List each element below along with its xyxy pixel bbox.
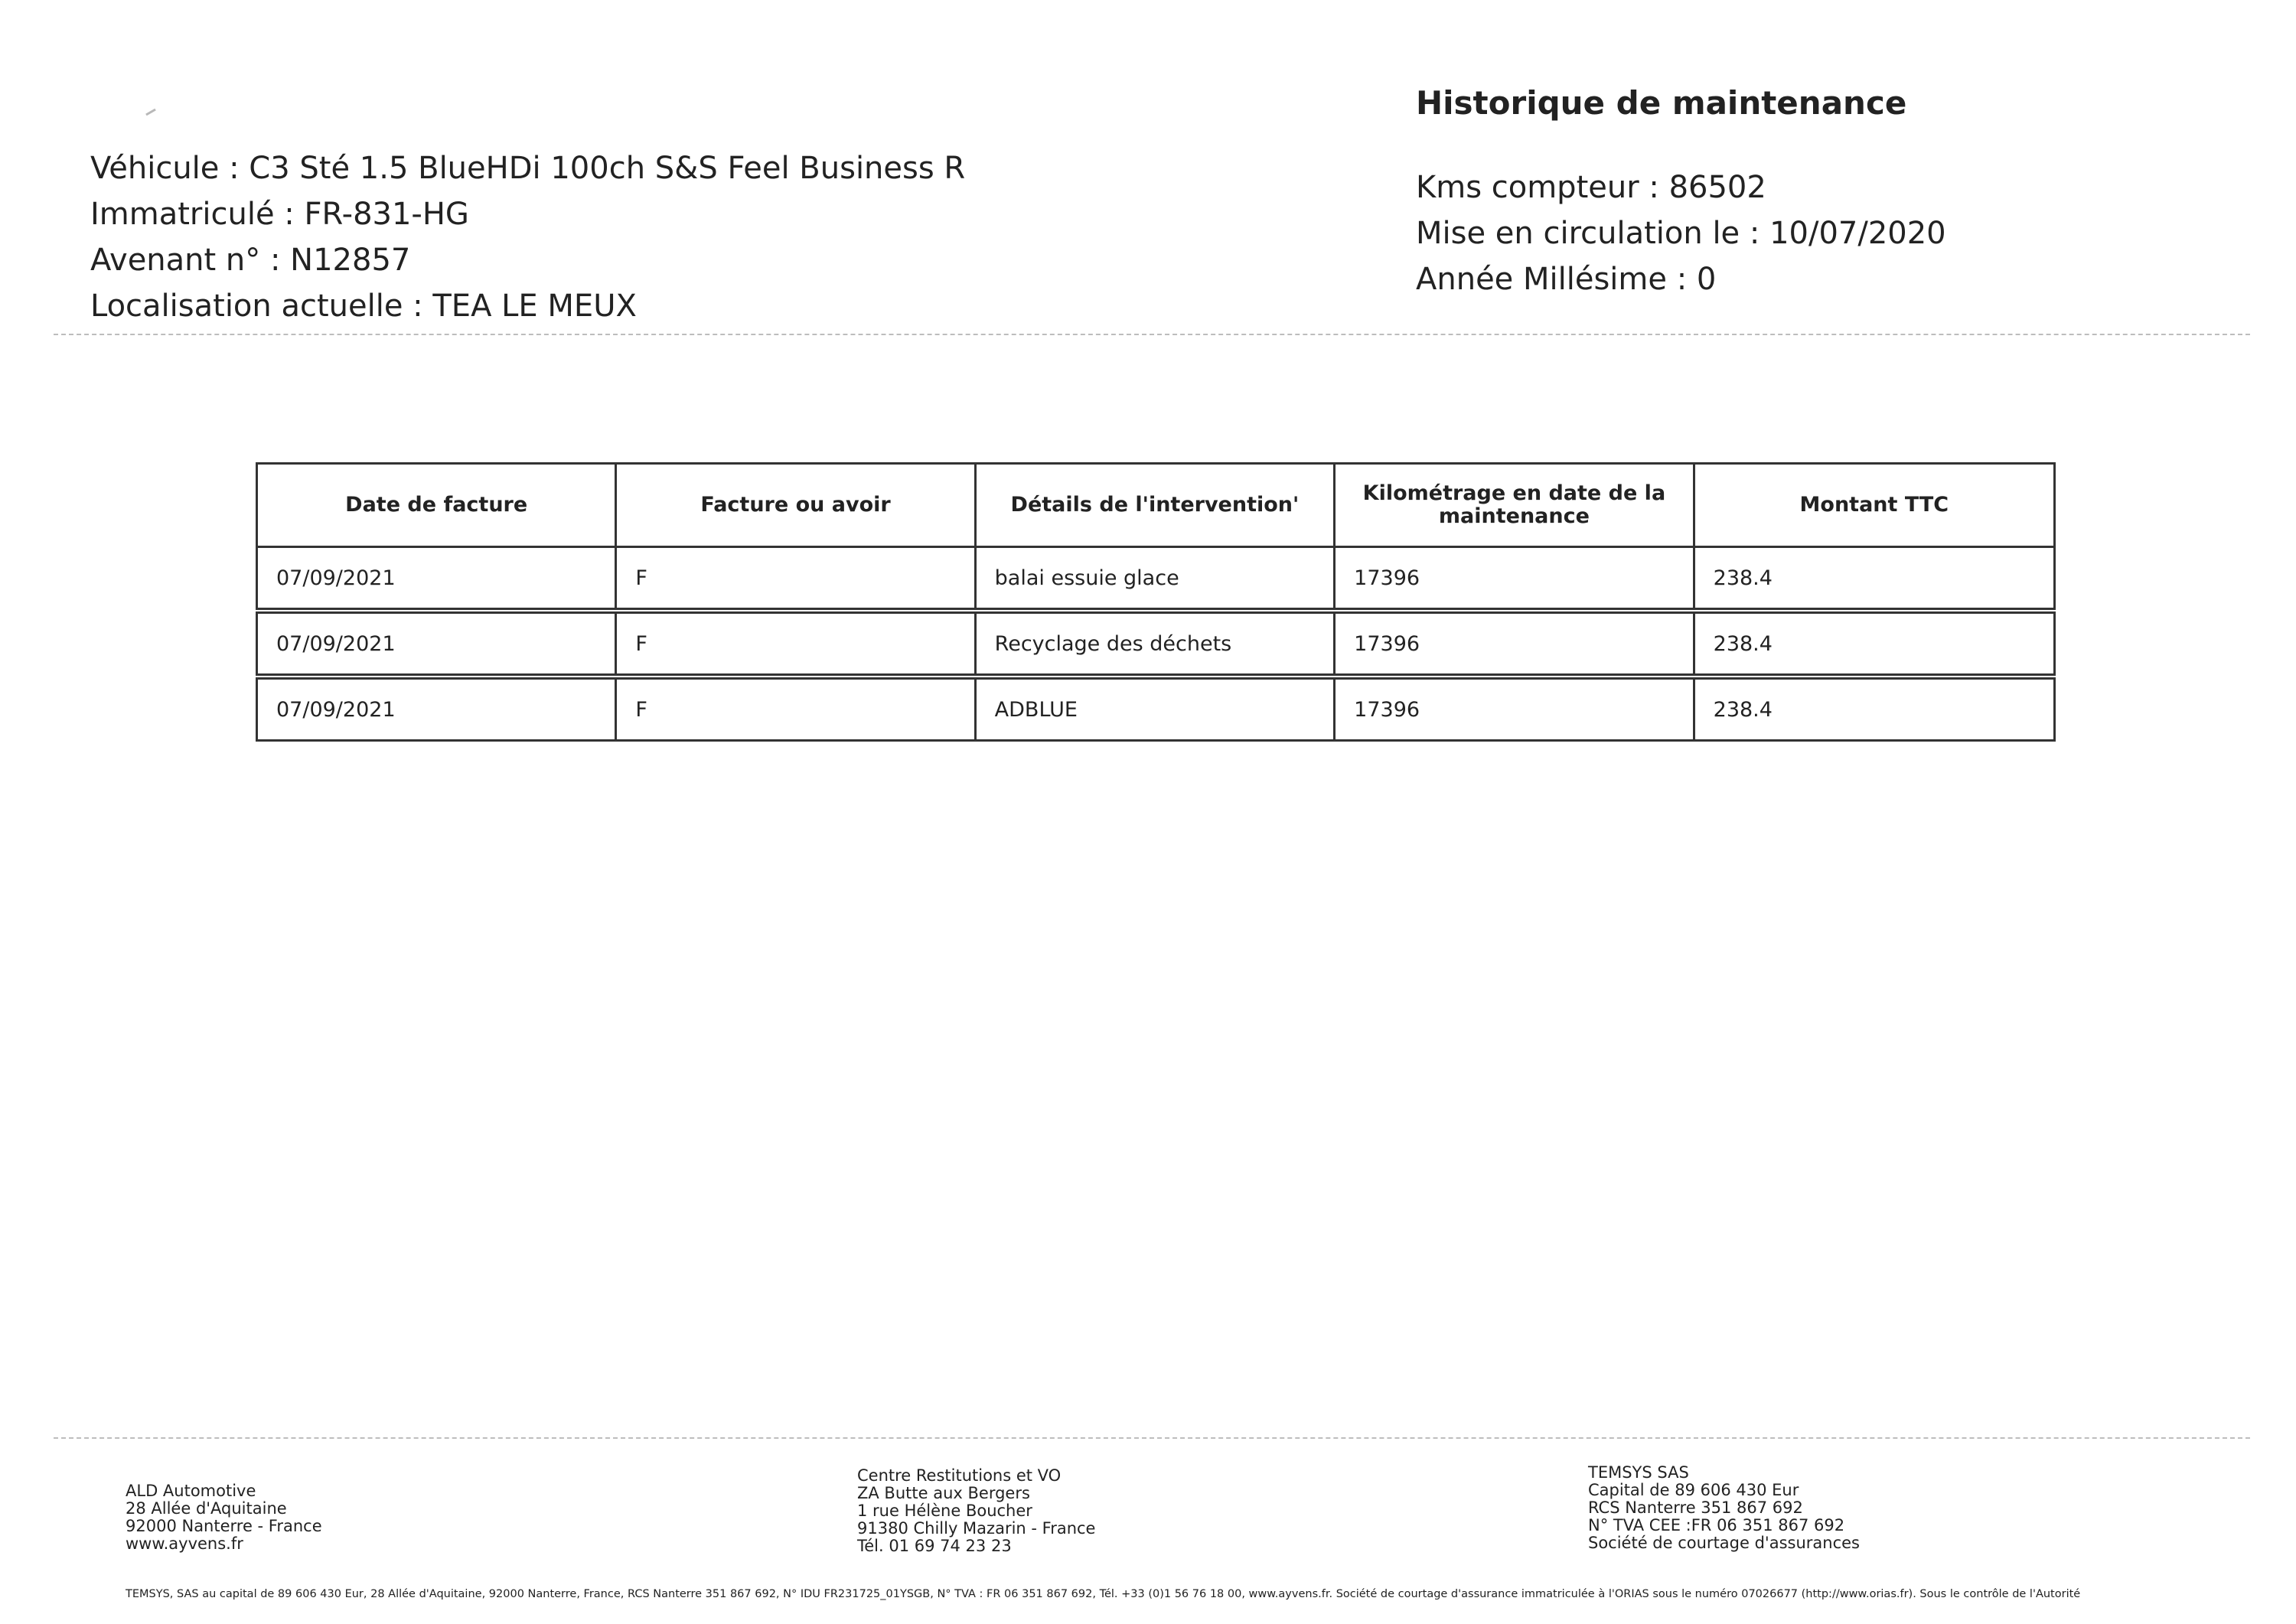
cell-details: ADBLUE [975, 677, 1335, 741]
footer-line: ZA Butte aux Bergers [857, 1484, 1030, 1502]
cell-type: F [616, 677, 975, 741]
footer-line: 1 rue Hélène Boucher [857, 1502, 1032, 1520]
odometer: Kms compteur : 86502 [1416, 170, 1766, 205]
cell-details: Recyclage des déchets [975, 611, 1335, 677]
page-title: Historique de maintenance [1416, 84, 1907, 122]
footer-line: 28 Allée d'Aquitaine [126, 1499, 287, 1518]
legal-notice: TEMSYS, SAS au capital de 89 606 430 Eur, 28 Allée d'Aquitaine, 92000 Nanterre, France, RCS Nanterre 351 867 692, N° IDU FR231725_01YSGB, N° TVA : FR 06 351 867 692, Tél. +33 (0)1 56 76 18 00, www.ayvens.fr. Société de courtage d'assurance immatriculée à l'ORIAS sous le numéro 07026677 (http://www.orias.fr). Sous le contrôle de l'Autorité [126, 1588, 2081, 1600]
footer-website: www.ayvens.fr [126, 1534, 243, 1553]
footer-line: Capital de 89 606 430 Eur [1588, 1481, 1799, 1499]
footer-line: Société de courtage d'assurances [1588, 1534, 1860, 1552]
footer-divider [54, 1437, 2250, 1439]
cell-type: F [616, 611, 975, 677]
registration-date: Mise en circulation le : 10/07/2020 [1416, 216, 1946, 251]
footer-line: RCS Nanterre 351 867 692 [1588, 1498, 1803, 1517]
vehicle-info [90, 145, 965, 329]
cell-mileage: 17396 [1335, 611, 1694, 677]
header-mileage: Kilométrage en date de la maintenance [1335, 464, 1694, 547]
cell-type: F [616, 547, 975, 611]
cell-date: 07/09/2021 [257, 547, 616, 611]
header-type: Facture ou avoir [616, 464, 975, 547]
cell-amount: 238.4 [1694, 611, 2054, 677]
vehicle-model: Véhicule : C3 Sté 1.5 BlueHDi 100ch S&S Feel Business R [90, 151, 966, 186]
cell-mileage: 17396 [1335, 547, 1694, 611]
cell-mileage: 17396 [1335, 677, 1694, 741]
vehicle-location: Localisation actuelle : TEA LE MEUX [90, 289, 637, 324]
table-header-row [257, 464, 2055, 547]
cell-date: 07/09/2021 [257, 677, 616, 741]
footer-line: TEMSYS SAS [1588, 1463, 1689, 1482]
footer-line: 92000 Nanterre - France [126, 1517, 322, 1535]
model-year: Année Millésime : 0 [1416, 262, 1717, 297]
table-row [257, 611, 2055, 677]
footer-line: N° TVA CEE :FR 06 351 867 692 [1588, 1516, 1845, 1534]
cell-amount: 238.4 [1694, 547, 2054, 611]
footer-phone: Tél. 01 69 74 23 23 [857, 1537, 1012, 1555]
scan-speck [145, 109, 156, 116]
footer-company-address [126, 1482, 322, 1553]
table-row [257, 547, 2055, 611]
footer-line: Centre Restitutions et VO [857, 1466, 1062, 1485]
mileage-info [1416, 165, 1946, 302]
footer-line: ALD Automotive [126, 1482, 256, 1500]
vehicle-registration: Immatriculé : FR-831-HG [90, 197, 469, 232]
header-amount: Montant TTC [1694, 464, 2054, 547]
header-details: Détails de l'intervention' [975, 464, 1335, 547]
header-date: Date de facture [257, 464, 616, 547]
cell-amount: 238.4 [1694, 677, 2054, 741]
vehicle-amendment: Avenant n° : N12857 [90, 243, 411, 278]
footer-line: 91380 Chilly Mazarin - France [857, 1519, 1096, 1538]
maintenance-table [256, 462, 2056, 742]
header-divider [54, 334, 2250, 335]
cell-details: balai essuie glace [975, 547, 1335, 611]
cell-date: 07/09/2021 [257, 611, 616, 677]
table-row [257, 677, 2055, 741]
footer-restitution-center [857, 1467, 1095, 1555]
footer-legal-entity [1588, 1464, 1860, 1552]
